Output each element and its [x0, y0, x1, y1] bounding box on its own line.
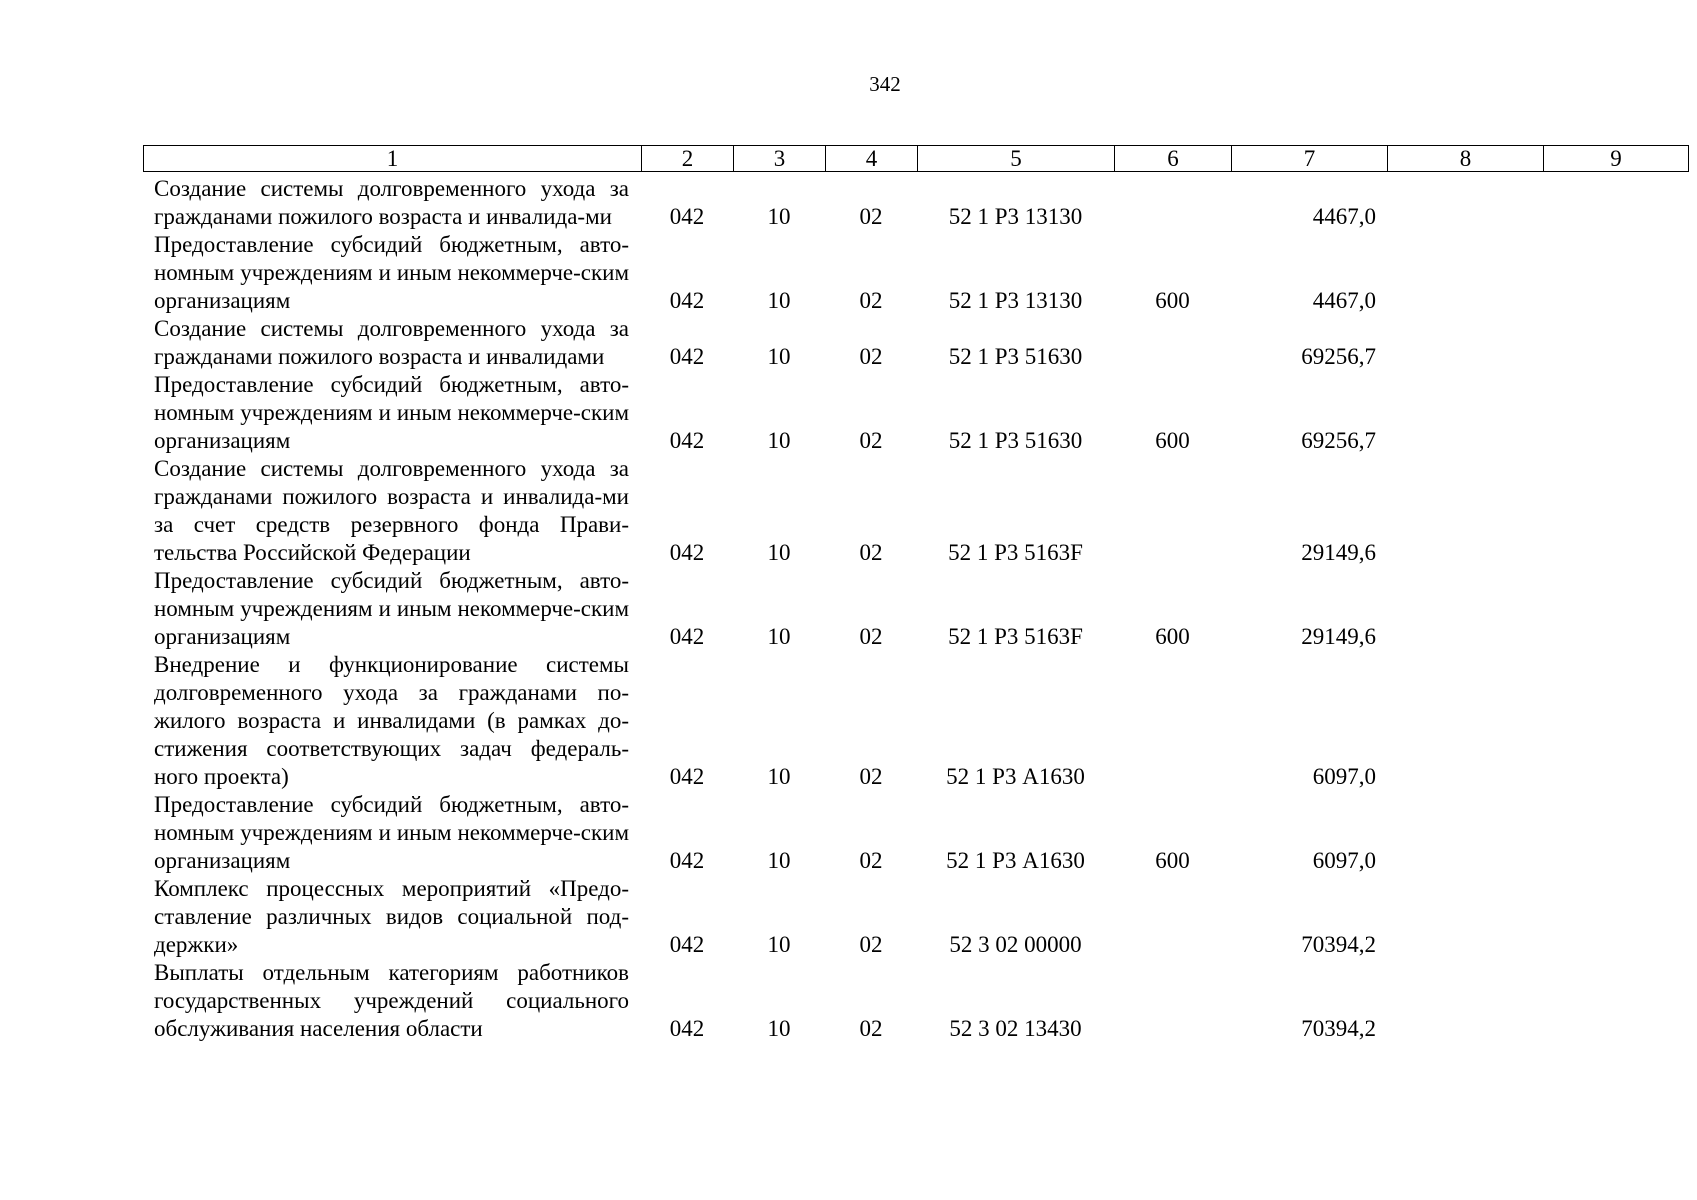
- col-5-cell: 52 1 Р3 51630: [948, 344, 1083, 369]
- table-row: [143, 315, 1688, 371]
- col-7-cell: 6097,0: [1312, 848, 1376, 873]
- col-8-cell: [1387, 175, 1543, 231]
- col-9-cell: [1543, 791, 1688, 875]
- col-6-cell: [1114, 315, 1231, 371]
- col-4-cell: 02: [859, 204, 883, 229]
- col-3-cell: 10: [767, 540, 791, 565]
- col-4-cell: 02: [859, 428, 883, 453]
- column-header-5: 5: [918, 146, 1115, 172]
- col-8-cell: [1387, 791, 1543, 875]
- table-row: [143, 791, 1688, 875]
- col-4-cell: 02: [859, 624, 883, 649]
- col-5-cell: 52 1 Р3 А1630: [946, 764, 1085, 789]
- budget-table: [143, 175, 1688, 1043]
- col-6-cell: [1114, 875, 1231, 959]
- row-description: Внедрение и функционирование системы долговременного ухода за гражданами по-жилого возраста и инвалидами (в рамках до-стижения соответствующих задач федераль-ного проекта): [154, 652, 629, 789]
- col-2-cell: 042: [669, 344, 705, 369]
- col-9-cell: [1543, 875, 1688, 959]
- col-4-cell: 02: [859, 932, 883, 957]
- table-row: [143, 875, 1688, 959]
- col-3-cell: 10: [767, 1016, 791, 1041]
- row-description: Предоставление субсидий бюджетным, авто-номным учреждениям и иным некоммерче-ским организациям: [154, 568, 629, 649]
- col-2-cell: 042: [669, 848, 705, 873]
- col-9-cell: [1543, 651, 1688, 791]
- col-2-cell: 042: [669, 932, 705, 957]
- table-body: [143, 175, 1688, 1043]
- col-6-cell: 600: [1155, 624, 1190, 649]
- col-5-cell: 52 1 Р3 5163F: [948, 624, 1083, 649]
- col-8-cell: [1387, 567, 1543, 651]
- table-row: [143, 231, 1688, 315]
- col-5-cell: 52 1 Р3 А1630: [946, 848, 1085, 873]
- table-row: [143, 651, 1688, 791]
- col-7-cell: 4467,0: [1312, 204, 1376, 229]
- column-header-6: 6: [1115, 146, 1232, 172]
- col-6-cell: 600: [1155, 288, 1190, 313]
- col-7-cell: 6097,0: [1312, 764, 1376, 789]
- column-header-1: 1: [144, 146, 642, 172]
- col-9-cell: [1543, 371, 1688, 455]
- col-6-cell: 600: [1155, 848, 1190, 873]
- row-description: Создание системы долговременного ухода за гражданами пожилого возраста и инвалида-ми: [154, 176, 629, 229]
- col-8-cell: [1387, 371, 1543, 455]
- col-2-cell: 042: [669, 624, 705, 649]
- col-8-cell: [1387, 315, 1543, 371]
- col-9-cell: [1543, 959, 1688, 1043]
- col-6-cell: 600: [1155, 428, 1190, 453]
- row-description: Комплекс процессных мероприятий «Предо-ставление различных видов социальной под-держки»: [154, 876, 629, 957]
- col-7-cell: 69256,7: [1301, 344, 1376, 369]
- table-row: [143, 567, 1688, 651]
- col-4-cell: 02: [859, 540, 883, 565]
- col-3-cell: 10: [767, 764, 791, 789]
- col-9-cell: [1543, 455, 1688, 567]
- col-2-cell: 042: [669, 764, 705, 789]
- column-header-4: 4: [826, 146, 918, 172]
- col-9-cell: [1543, 231, 1688, 315]
- col-4-cell: 02: [859, 848, 883, 873]
- col-4-cell: 02: [859, 288, 883, 313]
- col-7-cell: 29149,6: [1301, 624, 1376, 649]
- col-2-cell: 042: [669, 540, 705, 565]
- column-header-table: [143, 145, 1689, 172]
- col-7-cell: 70394,2: [1301, 932, 1376, 957]
- col-3-cell: 10: [767, 624, 791, 649]
- col-9-cell: [1543, 315, 1688, 371]
- column-header-8: 8: [1388, 146, 1544, 172]
- col-4-cell: 02: [859, 344, 883, 369]
- col-2-cell: 042: [669, 204, 705, 229]
- col-8-cell: [1387, 651, 1543, 791]
- col-6-cell: [1114, 175, 1231, 231]
- col-7-cell: 4467,0: [1312, 288, 1376, 313]
- col-5-cell: 52 1 Р3 5163F: [948, 540, 1083, 565]
- row-description: Выплаты отдельным категориям работников государственных учреждений социального обслуживания населения области: [154, 960, 629, 1041]
- col-6-cell: [1114, 455, 1231, 567]
- column-header-2: 2: [642, 146, 734, 172]
- col-6-cell: [1114, 959, 1231, 1043]
- col-8-cell: [1387, 455, 1543, 567]
- col-2-cell: 042: [669, 288, 705, 313]
- col-6-cell: [1114, 651, 1231, 791]
- col-9-cell: [1543, 567, 1688, 651]
- col-9-cell: [1543, 175, 1688, 231]
- col-7-cell: 70394,2: [1301, 1016, 1376, 1041]
- col-2-cell: 042: [669, 1016, 705, 1041]
- col-3-cell: 10: [767, 344, 791, 369]
- col-2-cell: 042: [669, 428, 705, 453]
- row-description: Предоставление субсидий бюджетным, авто-номным учреждениям и иным некоммерче-ским организациям: [154, 232, 629, 313]
- col-8-cell: [1387, 875, 1543, 959]
- col-3-cell: 10: [767, 204, 791, 229]
- row-description: Создание системы долговременного ухода за гражданами пожилого возраста и инвалида-ми за счет средств резервного фонда Прави-тельства Российской Федерации: [154, 456, 629, 565]
- page-number: 342: [869, 72, 901, 96]
- col-5-cell: 52 3 02 00000: [949, 932, 1082, 957]
- row-description: Создание системы долговременного ухода за гражданами пожилого возраста и инвалидами: [154, 316, 629, 369]
- col-5-cell: 52 1 Р3 13130: [948, 204, 1083, 229]
- column-header-row: [144, 146, 1689, 172]
- table-row: [143, 959, 1688, 1043]
- col-5-cell: 52 1 Р3 51630: [948, 428, 1083, 453]
- column-header-3: 3: [734, 146, 826, 172]
- row-description: Предоставление субсидий бюджетным, авто-номным учреждениям и иным некоммерче-ским организациям: [154, 792, 629, 873]
- table-row: [143, 175, 1688, 231]
- column-header-7: 7: [1232, 146, 1388, 172]
- col-8-cell: [1387, 959, 1543, 1043]
- column-header-9: 9: [1544, 146, 1689, 172]
- col-3-cell: 10: [767, 288, 791, 313]
- col-5-cell: 52 3 02 13430: [949, 1016, 1082, 1041]
- col-3-cell: 10: [767, 848, 791, 873]
- table-row: [143, 455, 1688, 567]
- row-description: Предоставление субсидий бюджетным, авто-номным учреждениям и иным некоммерче-ским организациям: [154, 372, 629, 453]
- col-4-cell: 02: [859, 764, 883, 789]
- col-7-cell: 69256,7: [1301, 428, 1376, 453]
- col-8-cell: [1387, 231, 1543, 315]
- col-7-cell: 29149,6: [1301, 540, 1376, 565]
- col-5-cell: 52 1 Р3 13130: [948, 288, 1083, 313]
- col-3-cell: 10: [767, 428, 791, 453]
- col-4-cell: 02: [859, 1016, 883, 1041]
- col-3-cell: 10: [767, 932, 791, 957]
- table-row: [143, 371, 1688, 455]
